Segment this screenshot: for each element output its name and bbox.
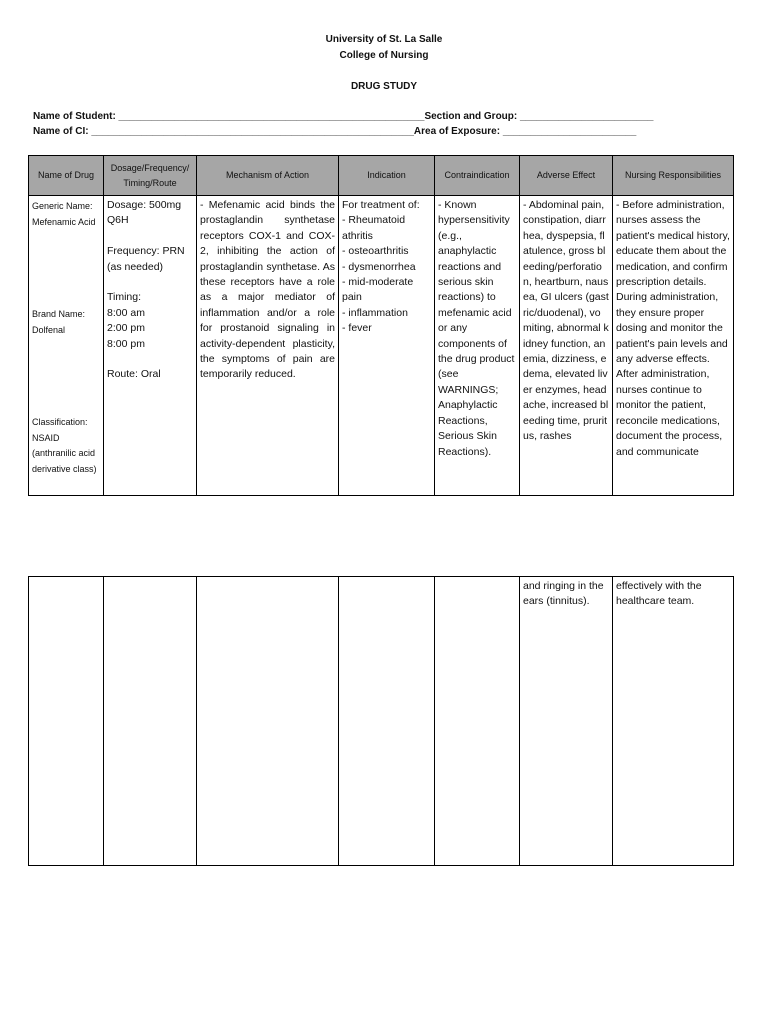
cell-contraindication <box>435 196 520 496</box>
generic-name-label: Generic Name: <box>32 201 93 211</box>
timing-2: 2:00 pm <box>107 322 145 335</box>
cont-adverse-text: and ringing in the ears (tinnitus). <box>523 580 604 608</box>
cont-nursing-text: effectively with the healthcare team. <box>616 580 702 608</box>
indication-item: - fever <box>342 322 372 335</box>
document-title: DRUG STUDY <box>350 81 418 92</box>
header-name-of-drug: Name of Drug <box>29 156 104 196</box>
cont-cell-indication <box>339 577 435 866</box>
classification-3: derivative class) <box>32 463 97 474</box>
college-name: College of Nursing <box>339 50 429 61</box>
classification-1: NSAID <box>32 432 60 443</box>
university-name: University of St. La Salle <box>325 34 443 45</box>
cell-nursing <box>613 196 734 496</box>
cont-cell-dosage <box>104 577 197 866</box>
ci-field: Name of CI: __________________________________________________________Area of Exposure: ________________________ <box>33 126 637 137</box>
header-dosage: Dosage/Frequency/ Timing/Route <box>104 156 197 196</box>
header-mechanism: Mechanism of Action <box>197 156 339 196</box>
cont-cell-contraindication <box>435 577 520 866</box>
timing-label: Timing: <box>107 291 142 304</box>
header-nursing: Nursing Responsibilities <box>613 156 734 196</box>
student-field: Name of Student: _______________________________________________________Section and Group: ________________________ <box>33 111 654 122</box>
cell-name-of-drug <box>29 196 104 496</box>
route-text: Route: Oral <box>107 368 161 381</box>
cont-cell-name <box>29 577 104 866</box>
indication-item: - mid-moderate pain <box>342 276 414 304</box>
timing-1: 8:00 am <box>107 306 145 319</box>
timing-3: 8:00 pm <box>107 337 145 350</box>
drug-study-table-continued <box>28 576 734 866</box>
header-adverse-effect: Adverse Effect <box>520 156 613 196</box>
indication-item: - osteoarthritis <box>342 245 409 258</box>
indication-item: - inflammation <box>342 306 408 319</box>
header-contraindication: Contraindication <box>435 156 520 196</box>
generic-name: Mefenamic Acid <box>32 216 96 227</box>
indication-item: - dysmenorrhea <box>342 260 416 273</box>
frequency-text: Frequency: PRN (as needed) <box>107 245 185 273</box>
classification-2: (anthranilic acid <box>32 448 96 458</box>
brand-name: Dolfenal <box>32 324 66 335</box>
indication-item: - Rheumatoid athritis <box>342 214 406 242</box>
drug-study-table <box>28 155 734 496</box>
cell-indication <box>339 196 435 496</box>
adverse-effect-text: - Abdominal pain, constipation, diarrhea, dyspepsia, flatulence, gross bleeding/perforation, heartburn, nausea, GI ulcers (gastric/duodenal), vomiting, abnormal kidney function, anemia, dizziness, edema, elevated liver enzymes, headache, increased bleeding time, pruritus, rashes <box>523 199 609 443</box>
cont-cell-adverse-effect <box>520 577 613 866</box>
nursing-text: - Before administration, nurses assess the patient's medical history, educate them about the medication, and confirm prescription details. During administration, they ensure proper dosing and monitor the patient's pain levels and any adverse effects. After administration, nurses continue to monitor the patient, reconcile medications, document the process, and communicate <box>616 199 730 458</box>
mechanism-text: - Mefenamic acid binds the prostaglandin synthetase receptors COX-1 and COX-2, inhibiting the action of prostaglandin synthetase. As these receptors have a role as a major mediator of inflammation and/or a role for prostanoid signaling in activity-dependent plasticity, the symptoms of pain are temporarily reduced. <box>200 199 335 381</box>
cont-cell-nursing <box>613 577 734 866</box>
cell-adverse-effect <box>520 196 613 496</box>
header-indication: Indication <box>339 156 435 196</box>
brand-name-label: Brand Name: <box>32 309 86 319</box>
cell-dosage <box>104 196 197 496</box>
indication-intro: For treatment of: <box>342 199 420 211</box>
cont-cell-mechanism <box>197 577 339 866</box>
dosage-text: Dosage: 500mg Q6H <box>107 199 182 227</box>
cell-mechanism <box>197 196 339 496</box>
classification-label: Classification: <box>32 417 88 427</box>
contraindication-text: - Known hypersensitivity (e.g., anaphylactic reactions and serious skin reactions) to mefenamic acid or any components of the drug product (see WARNINGS; Anaphylactic Reactions, Serious Skin Reactions). <box>438 199 515 458</box>
